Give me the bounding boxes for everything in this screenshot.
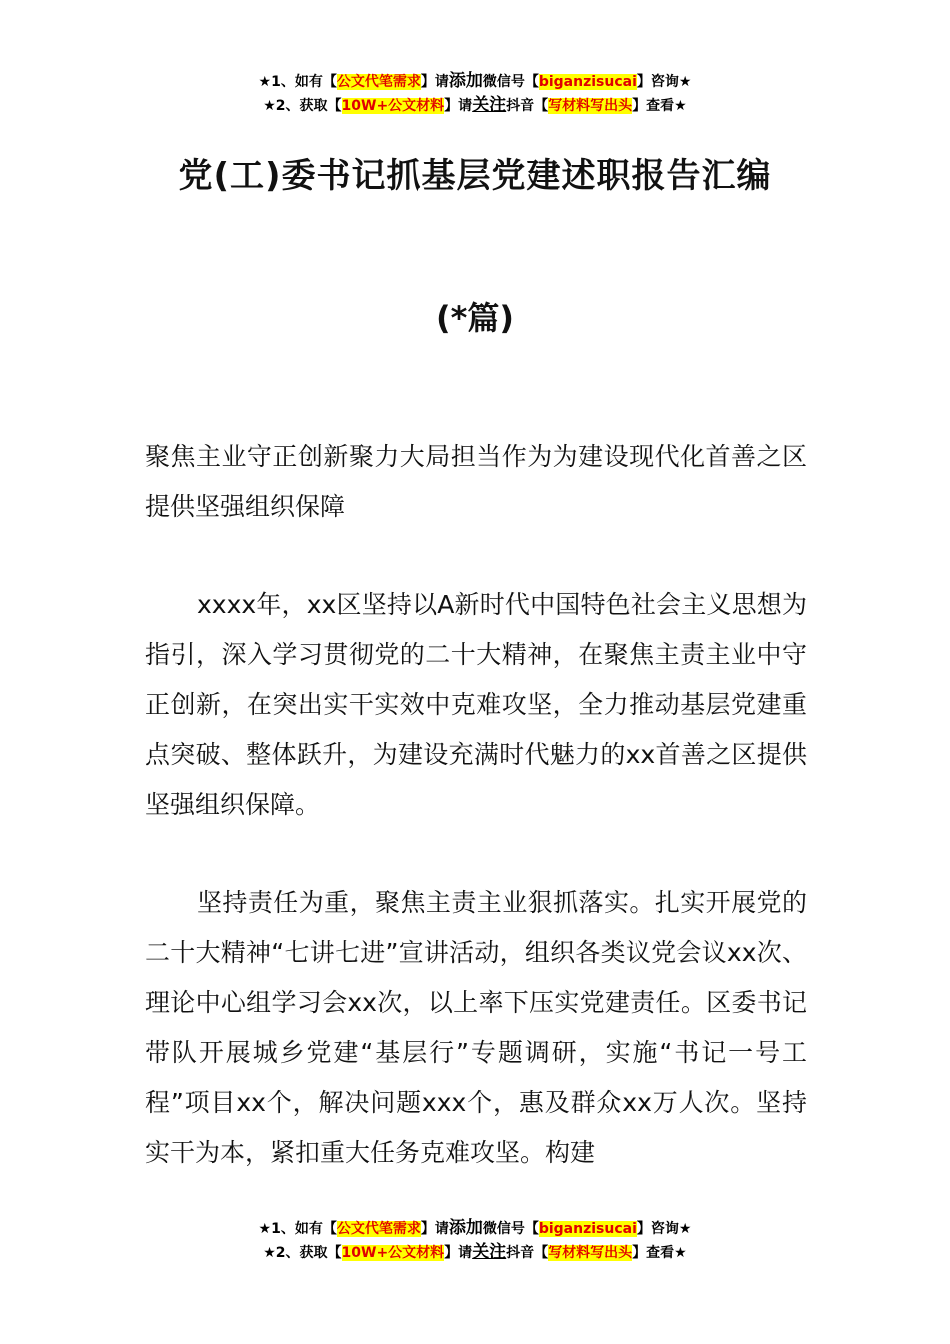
promo-text: ★1、如有【 <box>258 1221 337 1237</box>
promo-text: ★2、获取【 <box>263 1245 342 1261</box>
promo-text: ★1、如有【 <box>258 74 337 90</box>
promo-text: ★2、获取【 <box>263 98 342 114</box>
promo-text: 】请 <box>444 98 473 114</box>
promo-text: 微信号【 <box>482 74 539 90</box>
promo-emphasis: 添加 <box>448 71 483 91</box>
promo-emphasis: 添加 <box>448 1218 483 1238</box>
document-subtitle: (*篇) <box>436 299 514 337</box>
promo-line-1 <box>0 1217 950 1241</box>
promo-wechat-id: biganzisucai <box>538 1221 637 1237</box>
promo-text: 】查看★ <box>632 98 687 114</box>
promo-highlight: 公文代笔需求 <box>336 1221 421 1237</box>
body-paragraph: xxxx年，xx区坚持以A新时代中国特色社会主义思想为指引，深入学习贯彻党的二十大精神，在聚焦主责主业中守正创新，在突出实干实效中克难攻坚，全力推动基层党建重点突破、整体跃升，为建设充满时代魅力的xx首善之区提供坚强组织保障。 <box>145 590 807 819</box>
header-promo-banner <box>0 70 950 118</box>
promo-text: 】请 <box>420 74 449 90</box>
body-paragraph: 坚持责任为重，聚焦主责主业狠抓落实。扎实开展党的二十大精神“七讲七进”宣讲活动，组织各类议党会议xx次、理论中心组学习会xx次，以上率下压实党建责任。区委书记带队开展城乡党建“基层行”专题调研，实施“书记一号工程”项目xx个，解决问题xxx个，惠及群众xx万人次。坚持实干为本，紧扣重大任务克难攻坚。构建 <box>145 888 807 1167</box>
promo-emphasis: 关注 <box>472 1242 507 1262</box>
promo-highlight: 10W+公文材料 <box>341 98 445 114</box>
section-heading: 聚焦主业守正创新聚力大局担当作为为建设现代化首善之区提供坚强组织保障 <box>145 442 807 521</box>
promo-emphasis: 关注 <box>472 95 507 115</box>
promo-douyin-id: 写材料写出头 <box>548 98 633 114</box>
promo-line-2 <box>0 94 950 118</box>
promo-wechat-id: biganzisucai <box>538 74 637 90</box>
promo-text: 抖音【 <box>506 1245 549 1261</box>
promo-text: 抖音【 <box>506 98 549 114</box>
document-title: 党(工)委书记抓基层党建述职报告汇编 <box>178 156 772 196</box>
promo-text: 】咨询★ <box>636 74 692 90</box>
promo-highlight: 公文代笔需求 <box>336 74 421 90</box>
promo-line-1 <box>0 70 950 94</box>
promo-line-2 <box>0 1241 950 1265</box>
promo-text: 】请 <box>420 1221 449 1237</box>
promo-text: 】查看★ <box>632 1245 687 1261</box>
footer-promo-banner <box>0 1217 950 1265</box>
promo-text: 微信号【 <box>482 1221 539 1237</box>
promo-text: 】咨询★ <box>636 1221 692 1237</box>
promo-douyin-id: 写材料写出头 <box>548 1245 633 1261</box>
promo-text: 】请 <box>444 1245 473 1261</box>
promo-highlight: 10W+公文材料 <box>341 1245 445 1261</box>
